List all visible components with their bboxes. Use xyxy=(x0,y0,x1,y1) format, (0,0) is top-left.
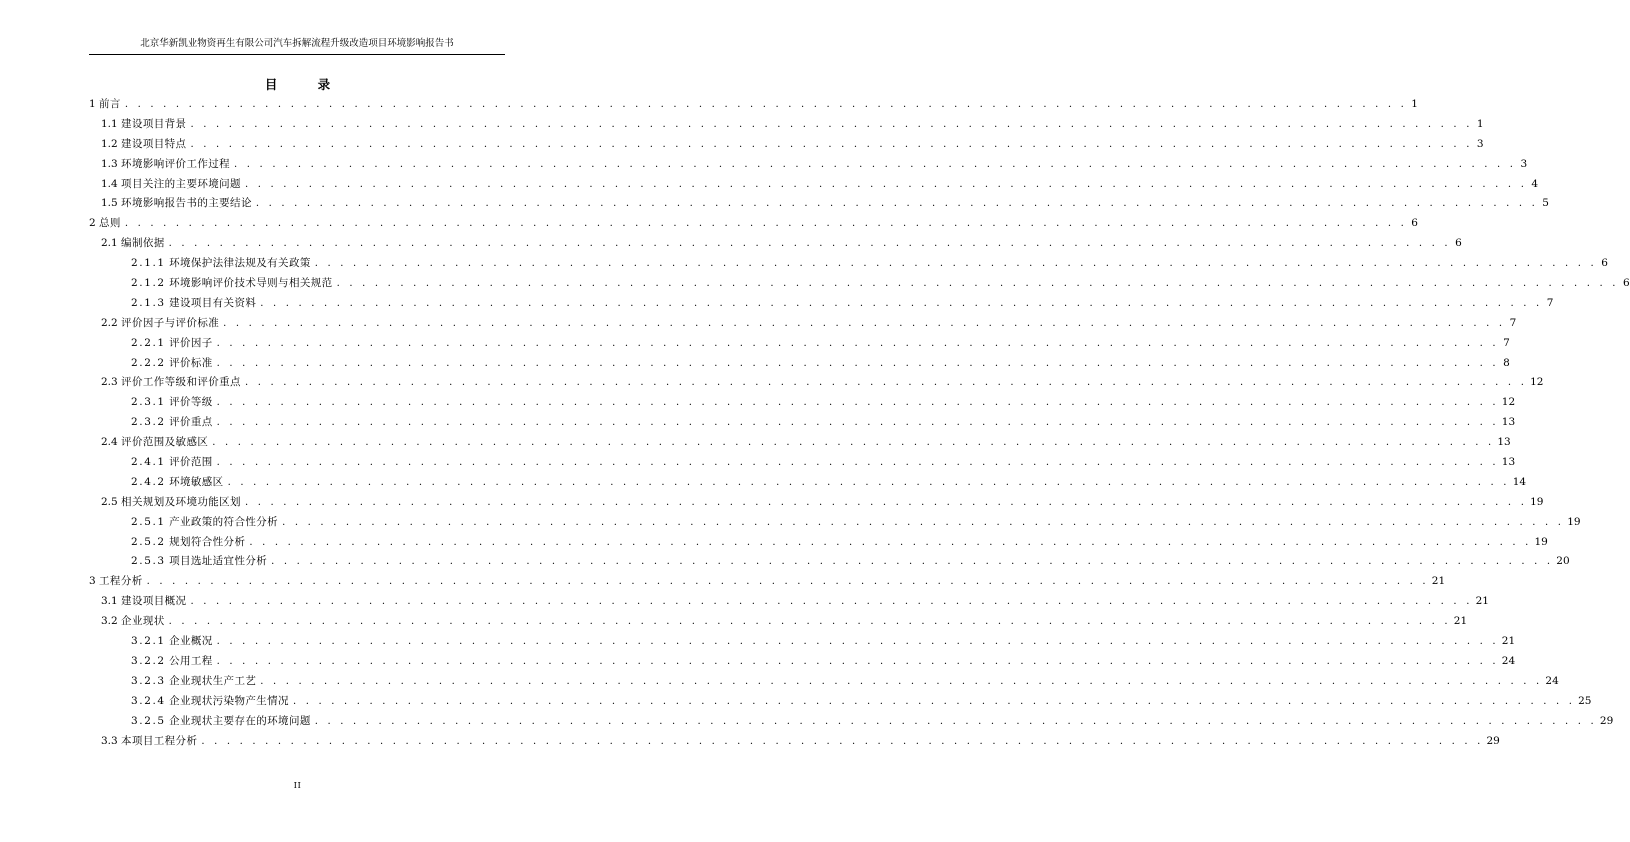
toc-entry-page: 6 xyxy=(1623,277,1630,290)
toc-entry-number: 2.2 xyxy=(101,316,118,329)
toc-entry[interactable] xyxy=(89,533,1548,553)
toc-entry-page: 8 xyxy=(1503,356,1510,369)
toc-entry-title: 前言 xyxy=(99,98,121,110)
toc-entry-page: 3 xyxy=(1476,137,1484,150)
toc-entry-page: 12 xyxy=(1530,376,1544,389)
toc-entry[interactable] xyxy=(89,254,1608,274)
page-number: II xyxy=(293,781,302,791)
toc-dot-leader: . . . . . . . . . . . . . . . . . . . . . . . . . . . . . . . . . . . . . . . . . . . . . . . . . . . . . . . . . . . . . . . . . . . . . . . . . . . . . . . . . . . . . . . . . . . . . . . . . . . . . xyxy=(292,695,1576,707)
toc-dot-leader: . . . . . . . . . . . . . . . . . . . . . . . . . . . . . . . . . . . . . . . . . . . . . . . . . . . . . . . . . . . . . . . . . . . . . . . . . . . . . . . . . . . . . . . . . . . . . . . . . . . . . xyxy=(124,218,1407,230)
toc-entry-page: 19 xyxy=(1534,535,1548,548)
toc-entry[interactable] xyxy=(89,334,1510,354)
toc-entry-number: 3.1 xyxy=(101,595,118,608)
toc-entry-number: 1.1 xyxy=(101,117,118,130)
toc-entry-title: 总则 xyxy=(99,217,121,230)
toc-entry-title: 评价重点 xyxy=(169,416,213,429)
toc-entry-page: 3 xyxy=(1520,157,1528,170)
toc-entry-page: 24 xyxy=(1501,654,1516,667)
toc-entry-title: 评价因子与评价标准 xyxy=(121,316,220,329)
toc-entry-number: 3.2.4 xyxy=(131,694,166,707)
toc-entry-number: 3 xyxy=(89,575,96,588)
toc-dot-leader: . . . . . . . . . . . . . . . . . . . . . . . . . . . . . . . . . . . . . . . . . . . . . . . . . . . . . . . . . . . . . . . . . . . . . . . . . . . . . . . . . . . . . . . . . . . . . . . . . . . . . xyxy=(124,99,1407,110)
toc-entry[interactable] xyxy=(89,373,1544,393)
toc-entry-number: 2.1 xyxy=(101,237,118,250)
toc-entry-number: 2.1.2 xyxy=(131,277,166,290)
toc-dot-leader: . . . . . . . . . . . . . . . . . . . . . . . . . . . . . . . . . . . . . . . . . . . . . . . . . . . . . . . . . . . . . . . . . . . . . . . . . . . . . . . . . . . . . . . . . . . . . . . . . . . . . xyxy=(190,138,1473,150)
toc-entry-page: 7 xyxy=(1546,296,1554,309)
toc-entry-number: 3.2.5 xyxy=(131,714,166,727)
toc-entry-number: 2.5.3 xyxy=(131,555,166,568)
toc-entry-title: 项目关注的主要环境问题 xyxy=(121,177,241,190)
toc-entry[interactable] xyxy=(89,214,1418,234)
toc-entry[interactable] xyxy=(89,433,1511,453)
toc-dot-leader: . . . . . . . . . . . . . . . . . . . . . . . . . . . . . . . . . . . . . . . . . . . . . . . . . . . . . . . . . . . . . . . . . . . . . . . . . . . . . . . . . . . . . . . . . . . . . . . . . . . . . xyxy=(282,516,1565,528)
toc-entry[interactable] xyxy=(89,612,1468,632)
toc-entry-title: 评价因子 xyxy=(169,336,213,349)
toc-entry-title: 项目选址适宜性分析 xyxy=(169,555,268,568)
toc-entry-title: 编制依据 xyxy=(121,237,165,250)
toc-dot-leader: . . . . . . . . . . . . . . . . . . . . . . . . . . . . . . . . . . . . . . . . . . . . . . . . . . . . . . . . . . . . . . . . . . . . . . . . . . . . . . . . . . . . . . . . . . . . . . . . . . . . . xyxy=(271,556,1554,568)
toc-entry-number: 2.3.2 xyxy=(131,416,166,429)
toc-dot-leader: . . . . . . . . . . . . . . . . . . . . . . . . . . . . . . . . . . . . . . . . . . . . . . . . . . . . . . . . . . . . . . . . . . . . . . . . . . . . . . . . . . . . . . . . . . . . . . . . . . . . . xyxy=(223,317,1506,329)
toc-entry-page: 1 xyxy=(1476,117,1484,130)
toc-entry-title: 公用工程 xyxy=(169,654,213,667)
toc-entry-title: 环境影响报告书的主要结论 xyxy=(121,197,252,210)
toc-dot-leader: . . . . . . . . . . . . . . . . . . . . . . . . . . . . . . . . . . . . . . . . . . . . . . . . . . . . . . . . . . . . . . . . . . . . . . . . . . . . . . . . . . . . . . . . . . . . . . . . . . . . . xyxy=(227,476,1510,488)
running-header: 北京华新凯业物资再生有限公司汽车拆解流程升级改造项目环境影响报告书 xyxy=(89,34,505,55)
toc-entry-number: 2.4 xyxy=(101,436,118,449)
toc-entry[interactable] xyxy=(89,413,1516,433)
toc-entry[interactable] xyxy=(89,513,1581,533)
toc-dot-leader: . . . . . . . . . . . . . . . . . . . . . . . . . . . . . . . . . . . . . . . . . . . . . . . . . . . . . . . . . . . . . . . . . . . . . . . . . . . . . . . . . . . . . . . . . . . . . . . . . . . . . xyxy=(260,675,1543,687)
toc-entry-page: 6 xyxy=(1411,217,1418,230)
toc-dot-leader: . . . . . . . . . . . . . . . . . . . . . . . . . . . . . . . . . . . . . . . . . . . . . . . . . . . . . . . . . . . . . . . . . . . . . . . . . . . . . . . . . . . . . . . . . . . . . . . . . . . . . xyxy=(314,715,1597,727)
toc-dot-leader: . . . . . . . . . . . . . . . . . . . . . . . . . . . . . . . . . . . . . . . . . . . . . . . . . . . . . . . . . . . . . . . . . . . . . . . . . . . . . . . . . . . . . . . . . . . . . . . . . . . . . xyxy=(314,258,1597,270)
toc-dot-leader: . . . . . . . . . . . . . . . . . . . . . . . . . . . . . . . . . . . . . . . . . . . . . . . . . . . . . . . . . . . . . . . . . . . . . . . . . . . . . . . . . . . . . . . . . . . . . . . . . . . . . xyxy=(244,377,1528,389)
toc-entry[interactable] xyxy=(89,632,1516,652)
toc-entry-title: 评价范围及敏感区 xyxy=(121,436,209,449)
toc-entry-title: 建设项目有关资料 xyxy=(169,296,257,309)
toc-dot-leader: . . . . . . . . . . . . . . . . . . . . . . . . . . . . . . . . . . . . . . . . . . . . . . . . . . . . . . . . . . . . . . . . . . . . . . . . . . . . . . . . . . . . . . . . . . . . . . . . . . . . . xyxy=(146,576,1429,588)
toc-entry-title: 环境影响评价工作过程 xyxy=(121,157,231,170)
toc-entry[interactable] xyxy=(89,393,1516,413)
toc-entry[interactable] xyxy=(89,672,1559,692)
toc-entry[interactable] xyxy=(89,592,1489,612)
toc-entry-number: 3.2 xyxy=(101,615,118,628)
toc-entry-number: 2.3 xyxy=(101,376,118,389)
toc-entry[interactable] xyxy=(89,155,1528,175)
toc-entry-page: 5 xyxy=(1542,197,1549,210)
toc-dot-leader: . . . . . . . . . . . . . . . . . . . . . . . . . . . . . . . . . . . . . . . . . . . . . . . . . . . . . . . . . . . . . . . . . . . . . . . . . . . . . . . . . . . . . . . . . . . . . . . . . . . . . xyxy=(190,596,1473,608)
toc-entry-page: 25 xyxy=(1578,694,1592,707)
toc-entry[interactable] xyxy=(89,493,1544,513)
toc-entry-page: 7 xyxy=(1503,336,1510,349)
toc-dot-leader: . . . . . . . . . . . . . . . . . . . . . . . . . . . . . . . . . . . . . . . . . . . . . . . . . . . . . . . . . . . . . . . . . . . . . . . . . . . . . . . . . . . . . . . . . . . . . . . . . . . . . xyxy=(190,118,1473,130)
toc-dot-leader: . . . . . . . . . . . . . . . . . . . . . . . . . . . . . . . . . . . . . . . . . . . . . . . . . . . . . . . . . . . . . . . . . . . . . . . . . . . . . . . . . . . . . . . . . . . . . . . . . . . . . xyxy=(212,437,1495,449)
toc-entry-page: 24 xyxy=(1545,674,1559,687)
toc-dot-leader: . . . . . . . . . . . . . . . . . . . . . . . . . . . . . . . . . . . . . . . . . . . . . . . . . . . . . . . . . . . . . . . . . . . . . . . . . . . . . . . . . . . . . . . . . . . . . . . . . . . . . xyxy=(216,417,1499,429)
toc-entry-number: 1.5 xyxy=(101,197,118,210)
toc-dot-leader: . . . . . . . . . . . . . . . . . . . . . . . . . . . . . . . . . . . . . . . . . . . . . . . . . . . . . . . . . . . . . . . . . . . . . . . . . . . . . . . . . . . . . . . . . . . . . . . . . . . . . xyxy=(244,178,1528,190)
toc-entry-page: 4 xyxy=(1531,177,1539,190)
toc-entry-title: 产业政策的符合性分析 xyxy=(169,515,279,528)
toc-entry-number: 2 xyxy=(89,217,96,230)
toc-entry-title: 规划符合性分析 xyxy=(169,535,246,548)
toc-dot-leader: . . . . . . . . . . . . . . . . . . . . . . . . . . . . . . . . . . . . . . . . . . . . . . . . . . . . . . . . . . . . . . . . . . . . . . . . . . . . . . . . . . . . . . . . . . . . . . . . . . . . . xyxy=(216,357,1499,369)
toc-entry[interactable] xyxy=(89,95,1418,115)
toc-entry[interactable] xyxy=(89,234,1462,254)
toc-entry-number: 2.5 xyxy=(101,495,118,508)
toc-entry-number: 2.5.1 xyxy=(131,515,166,528)
toc-dot-leader: . . . . . . . . . . . . . . . . . . . . . . . . . . . . . . . . . . . . . . . . . . . . . . . . . . . . . . . . . . . . . . . . . . . . . . . . . . . . . . . . . . . . . . . . . . . . . . . . . . . . . xyxy=(244,496,1528,508)
toc-entry-number: 2.1.3 xyxy=(131,296,166,309)
toc-entry-page: 6 xyxy=(1455,237,1462,250)
toc-dot-leader: . . . . . . . . . . . . . . . . . . . . . . . . . . . . . . . . . . . . . . . . . . . . . . . . . . . . . . . . . . . . . . . . . . . . . . . . . . . . . . . . . . . . . . . . . . . . . . . . . . . . . xyxy=(168,616,1451,628)
toc-entry-number: 2.2.1 xyxy=(131,336,166,349)
toc-dot-leader: . . . . . . . . . . . . . . . . . . . . . . . . . . . . . . . . . . . . . . . . . . . . . . . . . . . . . . . . . . . . . . . . . . . . . . . . . . . . . . . . . . . . . . . . . . . . . . . . . . . . . xyxy=(168,238,1451,250)
toc-entry-title: 本项目工程分析 xyxy=(121,734,198,747)
toc-entry[interactable] xyxy=(89,135,1484,155)
toc-entry-page: 13 xyxy=(1497,436,1511,449)
toc-entry-number: 1.3 xyxy=(101,157,118,170)
toc-entry-number: 3.2.1 xyxy=(131,635,166,648)
toc-entry[interactable] xyxy=(89,314,1517,334)
toc-entry-page: 21 xyxy=(1431,575,1446,588)
toc-entry[interactable] xyxy=(89,175,1539,195)
toc-entry[interactable] xyxy=(89,712,1614,732)
toc-entry[interactable] xyxy=(89,732,1500,752)
toc-dot-leader: . . . . . . . . . . . . . . . . . . . . . . . . . . . . . . . . . . . . . . . . . . . . . . . . . . . . . . . . . . . . . . . . . . . . . . . . . . . . . . . . . . . . . . . . . . . . . . . . . . . . . xyxy=(216,337,1499,349)
toc-entry-page: 7 xyxy=(1509,316,1517,329)
toc-entry-title: 工程分析 xyxy=(99,575,143,588)
toc-entry-title: 环境影响评价技术导则与相关规范 xyxy=(169,277,333,290)
toc-entry[interactable] xyxy=(89,453,1516,473)
toc-entry-title: 企业现状污染物产生情况 xyxy=(169,694,289,707)
toc-entry-title: 评价范围 xyxy=(169,456,213,469)
toc-entry-page: 19 xyxy=(1567,515,1581,528)
toc-entry-title: 企业概况 xyxy=(169,635,213,648)
toc-entry-number: 2.2.2 xyxy=(131,356,166,369)
toc-entry-page: 12 xyxy=(1501,396,1516,409)
toc-entry-number: 3.3 xyxy=(101,734,118,747)
toc-entry-title: 企业现状主要存在的环境问题 xyxy=(169,714,311,727)
toc-entry[interactable] xyxy=(89,652,1516,672)
toc-entry-number: 1.2 xyxy=(101,137,118,150)
toc-entry-page: 19 xyxy=(1530,495,1544,508)
toc-entry-page: 6 xyxy=(1601,257,1608,270)
toc-entry-page: 21 xyxy=(1453,615,1468,628)
toc-dot-leader: . . . . . . . . . . . . . . . . . . . . . . . . . . . . . . . . . . . . . . . . . . . . . . . . . . . . . . . . . . . . . . . . . . . . . . . . . . . . . . . . . . . . . . . . . . . . . . . . . . . . . xyxy=(216,457,1499,469)
toc-entry[interactable] xyxy=(89,294,1554,314)
toc-entry-title: 建设项目背景 xyxy=(121,117,187,130)
toc-entry-title: 企业现状 xyxy=(121,615,165,628)
toc-entry-number: 2.5.2 xyxy=(131,535,166,548)
toc-entry-page: 1 xyxy=(1411,98,1418,110)
toc-entry-number: 2.1.1 xyxy=(131,257,166,270)
toc-entry-number: 2.4.2 xyxy=(131,475,166,488)
toc-entry[interactable] xyxy=(89,552,1570,572)
toc-entry-page: 21 xyxy=(1501,635,1516,648)
toc-entry[interactable] xyxy=(89,194,1549,214)
toc-entry-title: 环境敏感区 xyxy=(169,475,224,488)
toc-entry[interactable] xyxy=(89,274,1630,294)
toc-dot-leader: . . . . . . . . . . . . . . . . . . . . . . . . . . . . . . . . . . . . . . . . . . . . . . . . . . . . . . . . . . . . . . . . . . . . . . . . . . . . . . . . . . . . . . . . . . . . . . . . . . . . . xyxy=(260,297,1543,309)
toc-entry[interactable] xyxy=(89,692,1592,712)
toc-entry-page: 13 xyxy=(1501,416,1516,429)
toc-entry[interactable] xyxy=(89,572,1446,592)
toc-dot-leader: . . . . . . . . . . . . . . . . . . . . . . . . . . . . . . . . . . . . . . . . . . . . . . . . . . . . . . . . . . . . . . . . . . . . . . . . . . . . . . . . . . . . . . . . . . . . . . . . . . . . . xyxy=(336,278,1619,290)
toc-entry-page: 13 xyxy=(1501,456,1516,469)
toc-dot-leader: . . . . . . . . . . . . . . . . . . . . . . . . . . . . . . . . . . . . . . . . . . . . . . . . . . . . . . . . . . . . . . . . . . . . . . . . . . . . . . . . . . . . . . . . . . . . . . . . . . . . . xyxy=(249,536,1532,548)
toc-entry-number: 3.2.3 xyxy=(131,674,166,687)
toc-entry-page: 20 xyxy=(1556,555,1570,568)
toc-entry-page: 29 xyxy=(1486,734,1500,747)
toc-entry-title: 环境保护法律法规及有关政策 xyxy=(169,257,311,270)
toc-entry-page: 21 xyxy=(1475,595,1489,608)
toc-dot-leader: . . . . . . . . . . . . . . . . . . . . . . . . . . . . . . . . . . . . . . . . . . . . . . . . . . . . . . . . . . . . . . . . . . . . . . . . . . . . . . . . . . . . . . . . . . . . . . . . . . . . . xyxy=(216,636,1499,648)
toc-dot-leader: . . . . . . . . . . . . . . . . . . . . . . . . . . . . . . . . . . . . . . . . . . . . . . . . . . . . . . . . . . . . . . . . . . . . . . . . . . . . . . . . . . . . . . . . . . . . . . . . . . . . . xyxy=(255,198,1538,210)
toc-entry-number: 2.3.1 xyxy=(131,396,166,409)
toc-entry[interactable] xyxy=(89,354,1510,374)
toc-entry-number: 1 xyxy=(89,98,96,110)
toc-entry-title: 相关规划及环境功能区划 xyxy=(121,495,241,508)
toc-entry[interactable] xyxy=(89,115,1484,135)
toc-title: 目 录 xyxy=(264,77,349,92)
toc-entry-title: 建设项目特点 xyxy=(121,137,187,150)
toc-dot-leader: . . . . . . . . . . . . . . . . . . . . . . . . . . . . . . . . . . . . . . . . . . . . . . . . . . . . . . . . . . . . . . . . . . . . . . . . . . . . . . . . . . . . . . . . . . . . . . . . . . . . . xyxy=(201,735,1484,747)
toc-entry-number: 1.4 xyxy=(101,177,118,190)
toc-entry-title: 评价工作等级和评价重点 xyxy=(121,376,241,389)
toc-entry-title: 建设项目概况 xyxy=(121,595,187,608)
toc-dot-leader: . . . . . . . . . . . . . . . . . . . . . . . . . . . . . . . . . . . . . . . . . . . . . . . . . . . . . . . . . . . . . . . . . . . . . . . . . . . . . . . . . . . . . . . . . . . . . . . . . . . . . xyxy=(216,397,1499,409)
toc-entry-page: 29 xyxy=(1599,714,1614,727)
toc-entry-title: 评价等级 xyxy=(169,396,213,409)
toc-entry-number: 2.4.1 xyxy=(131,456,166,469)
toc-dot-leader: . . . . . . . . . . . . . . . . . . . . . . . . . . . . . . . . . . . . . . . . . . . . . . . . . . . . . . . . . . . . . . . . . . . . . . . . . . . . . . . . . . . . . . . . . . . . . . . . . . . . . xyxy=(234,158,1517,170)
toc-entry-title: 评价标准 xyxy=(169,356,213,369)
toc-entry-title: 企业现状生产工艺 xyxy=(169,674,257,687)
table-of-contents xyxy=(89,95,1630,751)
toc-dot-leader: . . . . . . . . . . . . . . . . . . . . . . . . . . . . . . . . . . . . . . . . . . . . . . . . . . . . . . . . . . . . . . . . . . . . . . . . . . . . . . . . . . . . . . . . . . . . . . . . . . . . . xyxy=(216,655,1499,667)
toc-entry[interactable] xyxy=(89,473,1527,493)
toc-entry-number: 3.2.2 xyxy=(131,654,166,667)
toc-entry-page: 14 xyxy=(1512,475,1527,488)
